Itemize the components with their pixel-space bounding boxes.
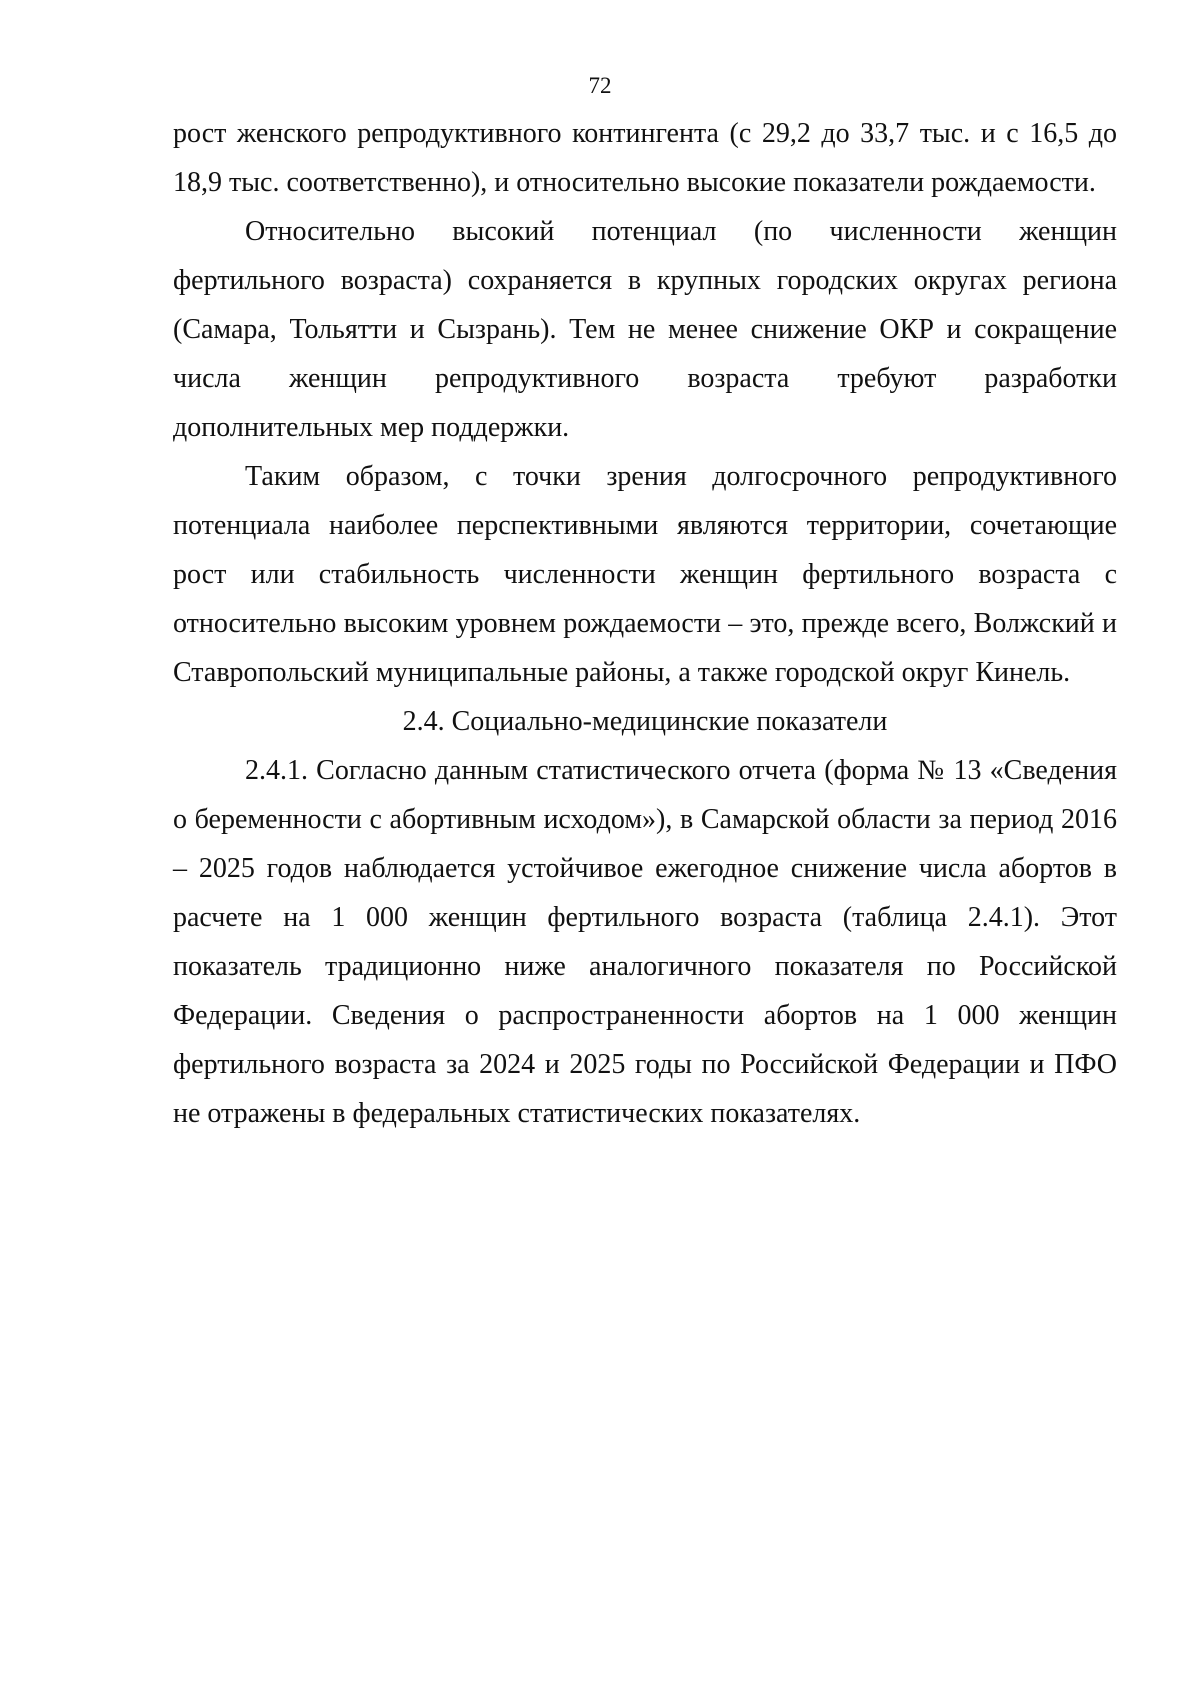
section-heading: 2.4. Социально-медицинские показатели [402, 706, 888, 737]
page-number: 72 [588, 73, 612, 98]
paragraph-continuation: рост женского репродуктивного контингента (с 29,2 до 33,7 тыс. и с 16,5 до 18,9 тыс. соответственно), и относительно высокие показатели рождаемости. [173, 118, 1117, 198]
paragraph-conclusion: Таким образом, с точки зрения долгосрочного репродуктивного потенциала наиболее перспективными являются территории, сочетающие рост или стабильность численности женщин фертильного возраста с относительно высоким уровнем рождаемости – это, прежде всего, Волжский и Ставропольский муниципальные районы, а также городской округ Кинель. [173, 461, 1117, 688]
paragraph-reproductive-potential: Относительно высокий потенциал (по численности женщин фертильного возраста) сохраняется в крупных городских округах региона (Самара, Тольятти и Сызрань). Тем не менее снижение ОКР и сокращение числа женщин репродуктивного возраста требуют разработки дополнительных мер поддержки. [173, 216, 1117, 443]
document-body [173, 109, 1117, 1138]
paragraph-abortion-statistics: 2.4.1. Согласно данным статистического отчета (форма № 13 «Сведения о беременности с абортивным исходом»), в Самарской области за период 2016 – 2025 годов наблюдается устойчивое ежегодное снижение числа абортов в расчете на 1 000 женщин фертильного возраста (таблица 2.4.1). Этот показатель традиционно ниже аналогичного показателя по Российской Федерации. Сведения о распространенности абортов на 1 000 женщин фертильного возраста за 2024 и 2025 годы по Российской Федерации и ПФО не отражены в федеральных статистических показателях. [173, 755, 1117, 1129]
